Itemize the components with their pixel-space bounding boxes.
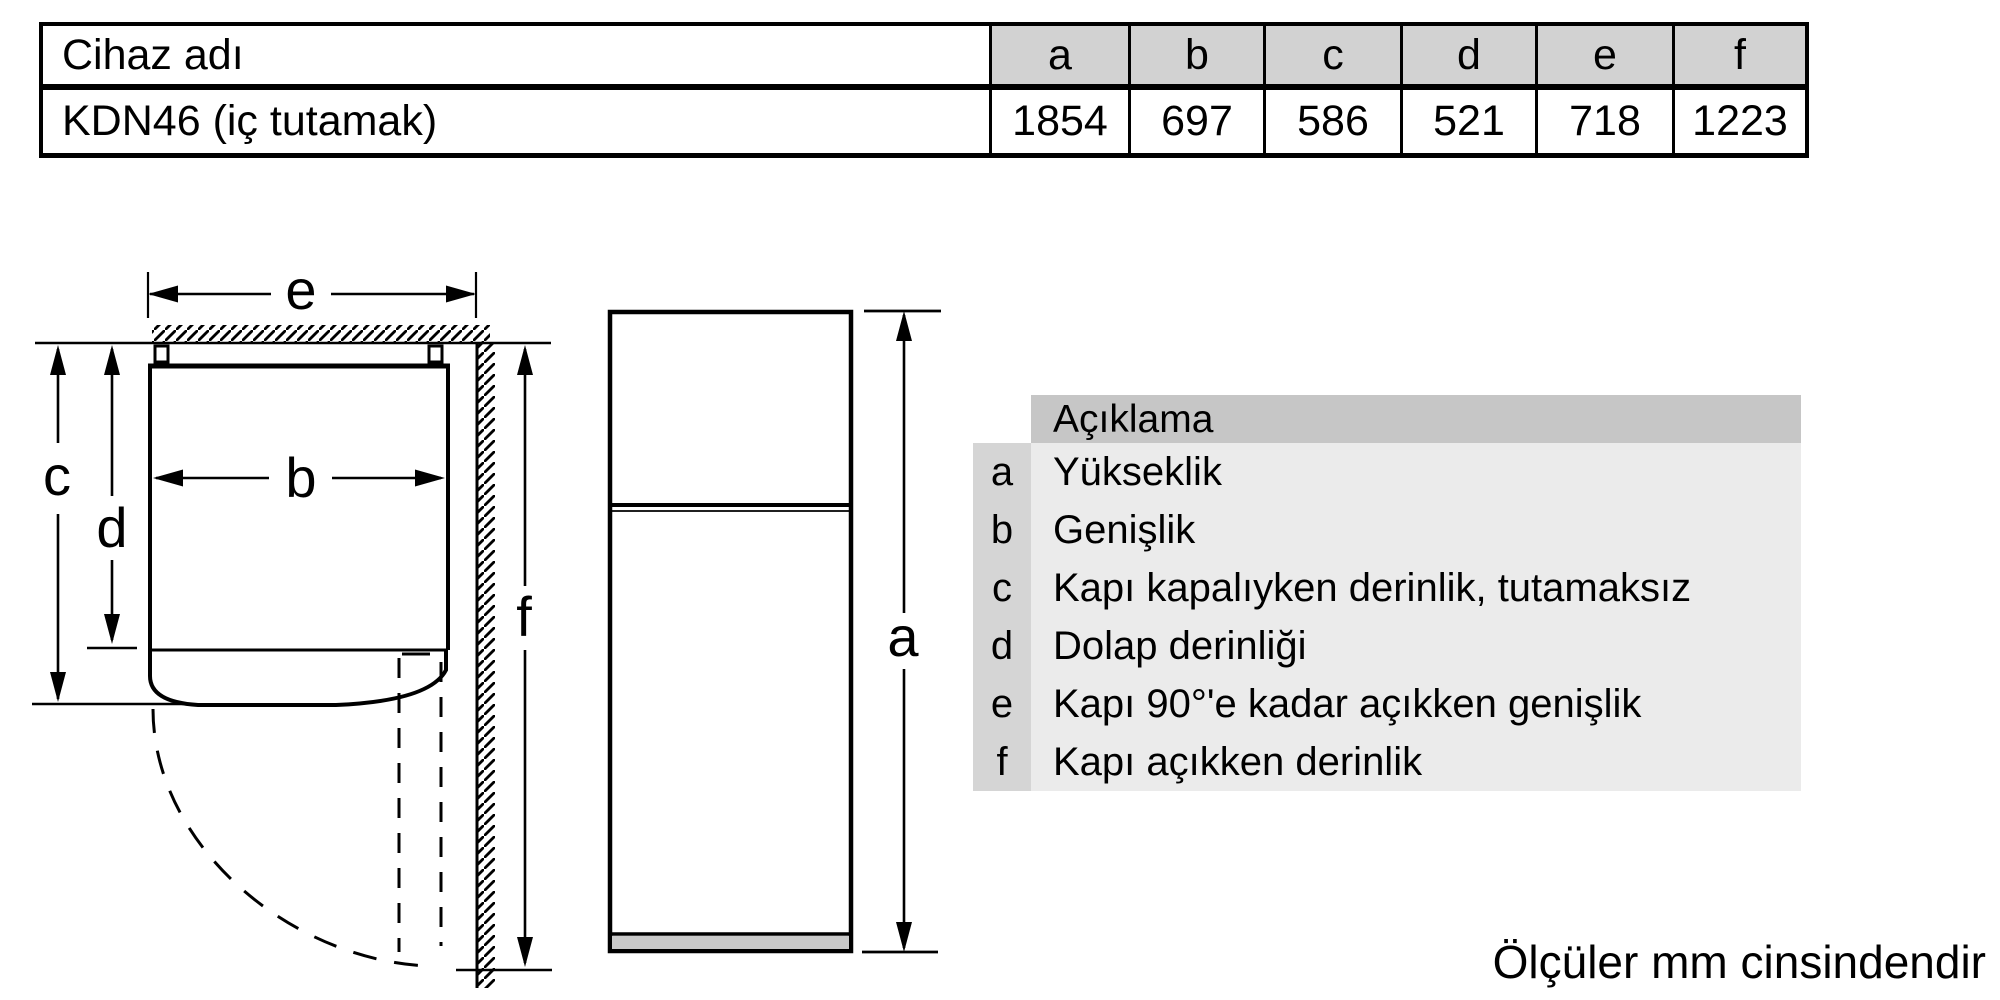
legend-title: Açıklama	[1031, 395, 1801, 443]
value-b-cell: 697	[1128, 90, 1263, 153]
top-view-diagram	[0, 240, 580, 1000]
legend-key-e: e	[973, 675, 1031, 733]
legend-row-f	[973, 733, 1801, 791]
legend-row-a	[973, 443, 1801, 501]
legend-row-b	[973, 501, 1801, 559]
value-d-cell: 521	[1400, 90, 1535, 153]
fridge-body	[610, 312, 851, 951]
legend-label-b: Genişlik	[1031, 501, 1801, 559]
legend-label-c: Kapı kapalıyken derinlik, tutamaksız	[1031, 559, 1801, 617]
device-name-cell: KDN46 (iç tutamak)	[43, 90, 989, 153]
hinge-right	[429, 346, 442, 362]
legend-row-e	[973, 675, 1801, 733]
dim-label-e: e	[285, 258, 317, 321]
dim-f-arrow-top	[517, 345, 533, 375]
legend-row-d	[973, 617, 1801, 675]
legend-key-d: d	[973, 617, 1031, 675]
legend-label-f: Kapı açıkken derinlik	[1031, 733, 1801, 791]
dim-e-arrow-right	[446, 286, 476, 303]
legend-key-a: a	[973, 443, 1031, 501]
units-note: Ölçüler mm cinsindendir	[1492, 936, 1986, 988]
dim-d-arrow-bottom	[104, 614, 120, 644]
legend-label-a: Yükseklik	[1031, 443, 1801, 501]
dim-b-arrow-left	[153, 470, 183, 487]
spec-table	[39, 22, 1809, 158]
dim-label-c: c	[43, 444, 71, 507]
spec-table-col-a: a	[989, 26, 1128, 84]
dim-f-arrow-bottom	[517, 937, 533, 967]
dim-label-b: b	[285, 446, 317, 509]
legend-table	[973, 395, 1801, 791]
hinge-left	[155, 346, 168, 362]
dim-a-arrow-bottom	[896, 922, 912, 952]
legend-label-d: Dolap derinliği	[1031, 617, 1801, 675]
front-view-diagram	[580, 280, 980, 980]
dim-label-f: f	[516, 585, 532, 648]
dim-e-arrow-left	[148, 286, 178, 303]
value-e-cell: 718	[1535, 90, 1672, 153]
legend-key-b: b	[973, 501, 1031, 559]
legend-row-c	[973, 559, 1801, 617]
dim-c-arrow-top	[50, 345, 66, 375]
legend-key-f: f	[973, 733, 1031, 791]
value-f-cell: 1223	[1672, 90, 1805, 153]
dim-label-d: d	[96, 496, 128, 559]
wall-hatch-right	[477, 343, 495, 988]
spec-table-col-b: b	[1128, 26, 1263, 84]
spec-table-header-row	[43, 26, 1805, 90]
value-c-cell: 586	[1263, 90, 1400, 153]
spec-table-data-row	[43, 90, 1805, 153]
legend-label-e: Kapı 90°'e kadar açıkken genişlik	[1031, 675, 1801, 733]
dim-a-arrow-top	[896, 311, 912, 341]
legend-key-c: c	[973, 559, 1031, 617]
value-a-cell: 1854	[989, 90, 1128, 153]
spec-table-col-f: f	[1672, 26, 1805, 84]
dim-b-arrow-right	[415, 470, 445, 487]
spec-table-col-e: e	[1535, 26, 1672, 84]
plinth	[612, 936, 849, 949]
door-outline	[150, 650, 446, 705]
wall-hatch-top	[152, 325, 490, 343]
spec-table-name-header: Cihaz adı	[43, 26, 989, 84]
dim-label-a: a	[887, 605, 919, 668]
door-swing-arc	[153, 709, 428, 966]
spec-table-col-c: c	[1263, 26, 1400, 84]
dim-c-arrow-bottom	[50, 672, 66, 702]
dim-d-arrow-top	[104, 345, 120, 375]
spec-table-col-d: d	[1400, 26, 1535, 84]
